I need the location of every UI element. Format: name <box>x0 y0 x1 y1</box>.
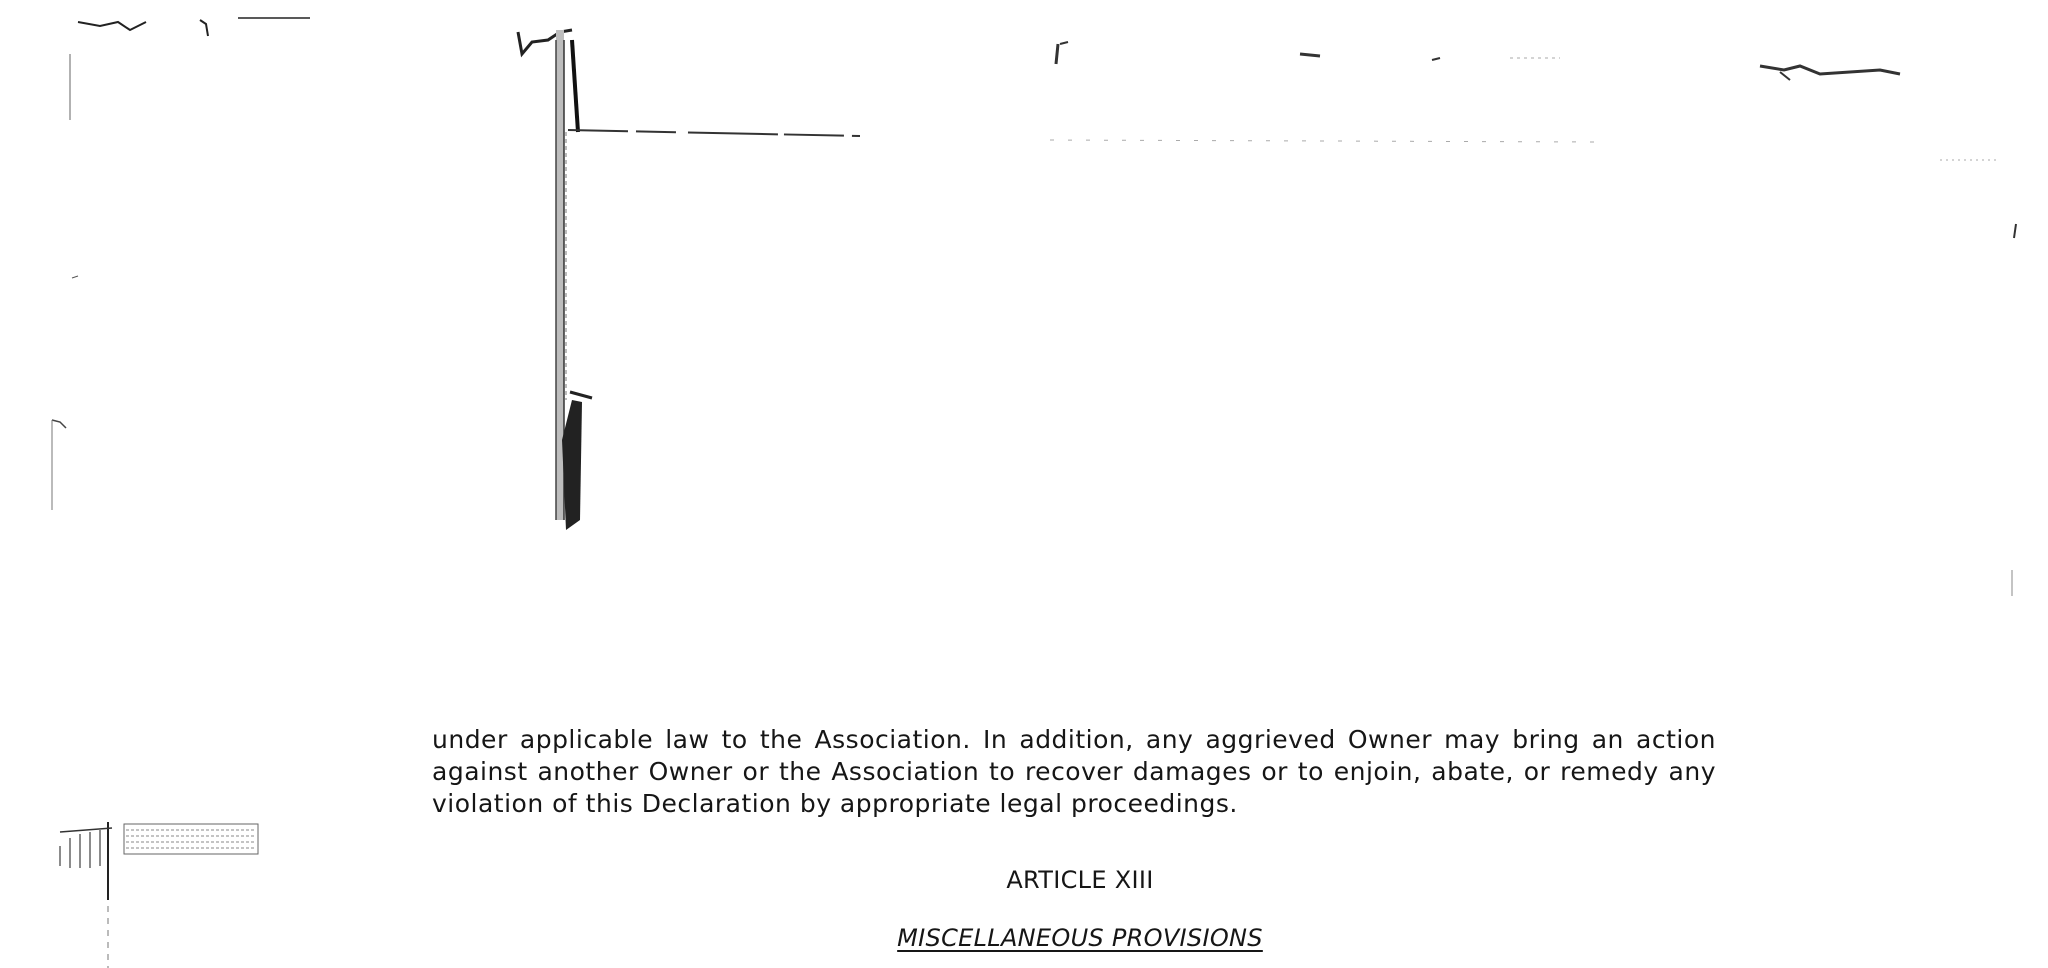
top-left-scan-marks <box>52 18 310 510</box>
paragraph-text: under applicable law to the Association. In addition, any aggrieved Owner may bring an action against another Owner or the Association to recover damages or to enjoin, abate, or remedy any violation of this Declaration by appropriate legal proceedings. <box>432 725 1716 818</box>
article-heading: ARTICLE XIII <box>1006 866 1154 894</box>
section-title: MISCELLANEOUS PROVISIONS <box>897 924 1263 952</box>
binding-strip-marks <box>518 30 860 530</box>
top-edge-scan-marks <box>1050 42 2016 596</box>
